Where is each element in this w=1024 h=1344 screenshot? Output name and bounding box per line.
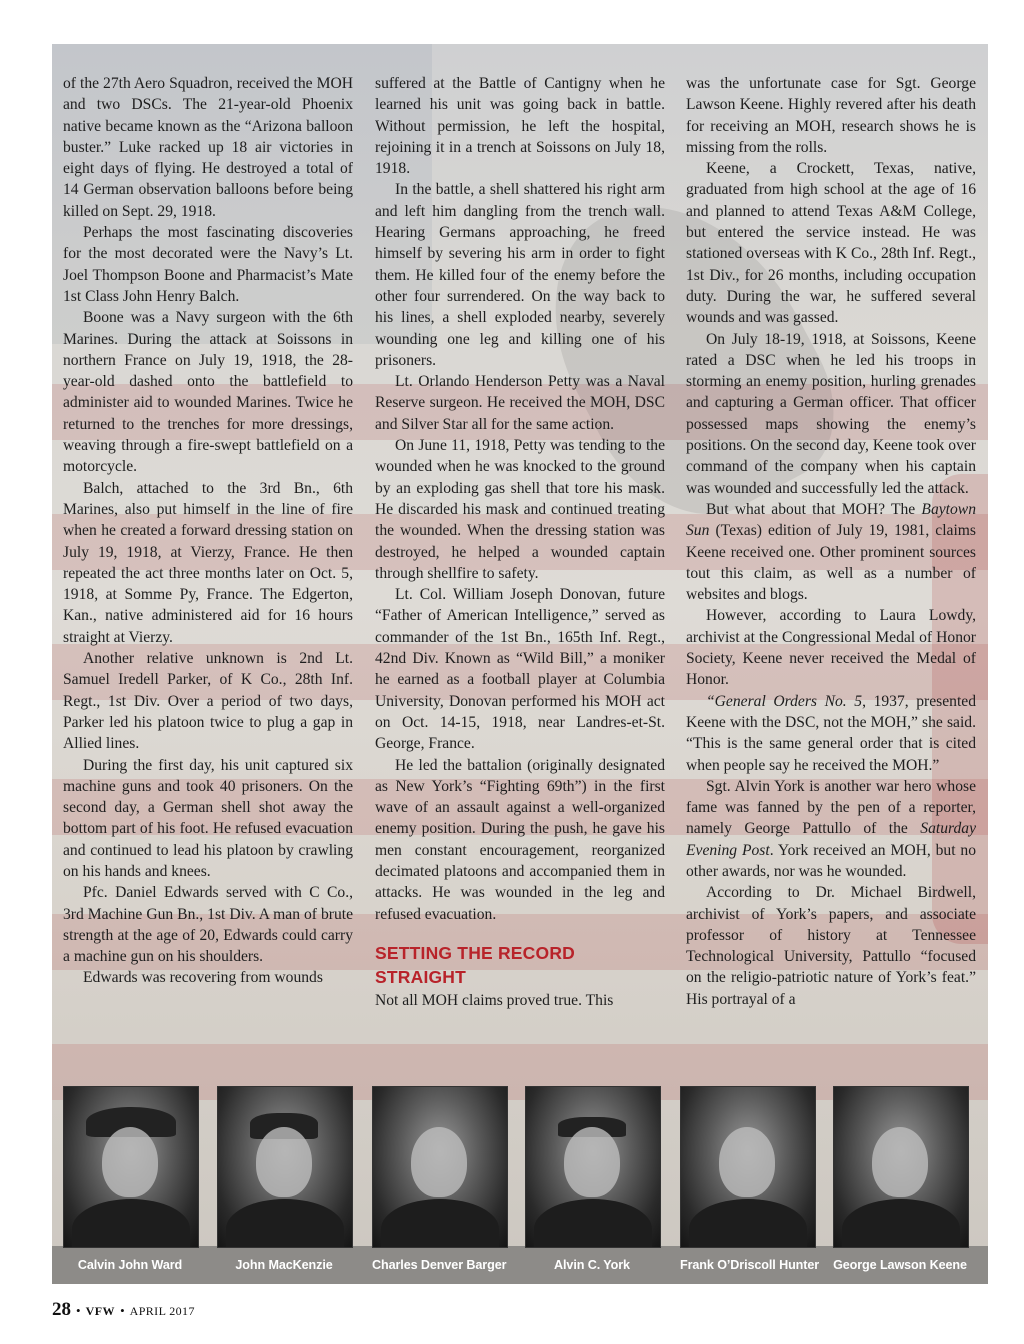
portrait-caption: John MacKenzie: [235, 1258, 333, 1272]
paragraph: [686, 691, 976, 776]
paragraph: On June 11, 1918, Petty was tending to the wounded when he was knocked to the ground by an exploding gas shell that tore his mask. He discarded his mask and continued treating the wounded. When the dressing station was destroyed, he helped a wounded captain through shellfire to safety.: [375, 437, 665, 582]
portrait-caption: Alvin C. York: [554, 1258, 630, 1272]
paragraph: was the unfortunate case for Sgt. George Lawson Keene. Highly revered after his death for receiving an MOH, research shows he is missing from the rolls.: [686, 75, 976, 156]
paragraph: Another relative unknown is 2nd Lt. Samuel Iredell Parker, of K Co., 28th Inf. Regt., 1st Div. Over a period of two days, Parker led his platoon twice to plug a gap in Allied lines.: [63, 650, 353, 753]
portrait-caption: Calvin John Ward: [77, 1258, 183, 1272]
paragraph: Pfc. Daniel Edwards served with C Co., 3rd Machine Gun Bn., 1st Div. A man of brute strength at the age of 20, Edwards could carry a machine gun on his shoulders.: [63, 884, 353, 966]
portrait: [63, 1086, 197, 1272]
paragraph: Not all MOH claims proved true. This: [375, 991, 614, 1009]
text-run: , 1937, presented Keene with the DSC, not the MOH,” she said. “This is the same general order that is cited when people say he received the MOH.”: [686, 692, 976, 774]
portrait-photo: [63, 1086, 199, 1248]
text-run: Sgt. Alvin York is another war hero whose fame was fanned by the pen of a reporter, namely George Pattullo of the: [686, 777, 976, 838]
paragraph: He led the battalion (originally designated as New York’s “Fighting 69th”) in the first wave of an assault against a well-organized enemy position. During the push, he gave his men constant encouragement, reorganized decimated platoons and accompanied them in attacks. He was wounded in the leg and refused evacuation.: [375, 756, 665, 923]
magazine-name: VFW: [85, 1304, 116, 1318]
text-run: (Texas) edition of July 19, 1981, claims Keene received one. Other prominent sources tout this claim, as well as a number of websites and blogs.: [686, 522, 976, 604]
portrait: [525, 1086, 659, 1272]
portrait-photo: [833, 1086, 969, 1248]
paragraph: Balch, attached to the 3rd Bn., 6th Marines, also put himself in the line of fire when he created a forward dressing station on July 19, 1918, at Vierzy, France. He then repeated the act three months later on Oct. 5, 1918, at Somme Py, France. The Edgerton, Kan., native administered aid for 16 hours straight at Vierzy.: [63, 479, 353, 646]
portrait: [372, 1086, 506, 1272]
paragraph: of the 27th Aero Squadron, received the MOH and two DSCs. The 21-year-old Phoenix native became known as the “Arizona balloon buster.” Luke racked up 18 air victories in eight days of flying. He destroyed a total of 14 German observation balloons before being killed on Sept. 29, 1918.: [63, 75, 353, 220]
paragraph: Boone was a Navy surgeon with the 6th Marines. During the attack at Soissons in northern France on July 19, 1918, the 28-year-old dashed onto the battlefield to administer aid to wounded Marines. Twice he returned to the trenches for more dressings, weaving through a fire-swept battlefield on a motorcycle.: [63, 309, 353, 476]
portrait-photo: [372, 1086, 508, 1248]
text-run: But what about that MOH? The: [706, 500, 922, 518]
paragraph: Lt. Col. William Joseph Donovan, future “Father of American Intelligence,” served as commander of the 1st Bn., 165th Inf. Regt., 42nd Div. Known as “Wild Bill,” a moniker he earned as a football player at Columbia University, Donovan performed his MOH act on Oct. 14-15, 1918, near Landres-et-St. George, France.: [375, 586, 665, 753]
paragraph: Keene, a Crockett, Texas, native, graduated from high school at the age of 16 and planned to attend Texas A&M College, but entered the service instead. He was stationed overseas with K Co., 28th Inf. Regt., 1st Div., for 26 months, including occupation duty. During the war, he suffered several wounds and was gassed.: [686, 160, 976, 327]
paragraph: [686, 499, 976, 605]
document-title: “General Orders No. 5: [706, 692, 863, 710]
publication-title: Saturday Evening Post: [686, 820, 976, 859]
paragraph: Edwards was recovering from wounds: [83, 969, 323, 987]
paragraph: [686, 776, 976, 882]
portrait: [833, 1086, 967, 1272]
separator: •: [76, 1303, 81, 1318]
portrait: [217, 1086, 351, 1272]
issue-date: APRIL 2017: [129, 1304, 195, 1318]
portrait-strip: [63, 1086, 973, 1271]
text-column-1: [63, 73, 353, 1078]
publication-title: Baytown Sun: [686, 500, 976, 540]
portrait-caption: Frank O’Driscoll Hunter: [680, 1258, 820, 1272]
paragraph: Lt. Orlando Henderson Petty was a Naval Reserve surgeon. He received the MOH, DSC and Silver Star all for the same action.: [375, 373, 665, 433]
text-column-2: [375, 73, 665, 1078]
portrait: [680, 1086, 820, 1272]
section-heading: SETTING THE RECORD STRAIGHT: [375, 942, 575, 987]
text-column-3: [686, 73, 976, 1078]
paragraph: In the battle, a shell shattered his right arm and left him dangling from the trench wall. Hearing Germans approaching, he freed himself by severing his arm in order to fight them. He killed four of the enemy before the other four surrendered. On the way back to his lines, a shell exploded nearby, severely wounding one leg and killing one of his prisoners.: [375, 181, 665, 369]
portrait-caption: George Lawson Keene: [833, 1258, 967, 1272]
portrait-caption: Charles Denver Barger: [372, 1258, 507, 1272]
page-footer: [52, 1299, 195, 1323]
portrait-photo: [680, 1086, 816, 1248]
text-run: . York received an MOH, but no other awards, nor was he wounded.: [686, 841, 976, 880]
paragraph: suffered at the Battle of Cantigny when he learned his unit was going back in battle. Without permission, he left the hospital, rejoining it in a trench at Soissons on July 18, 1918.: [375, 75, 665, 178]
separator: •: [120, 1303, 125, 1318]
page-number: 28: [52, 1299, 71, 1320]
portrait-photo: [217, 1086, 353, 1248]
paragraph: On July 18-19, 1918, at Soissons, Keene rated a DSC when he led his troops in storming an enemy position, hurling grenades and capturing a German officer. That officer possessed maps showing the enemy’s positions. On the second day, Keene took over command of the company when his captain was wounded and successfully led the attack.: [686, 330, 976, 497]
paragraph: However, according to Laura Lowdy, archivist at the Congressional Medal of Honor Society, Keene never received the Medal of Honor.: [686, 607, 976, 689]
paragraph: During the first day, his unit captured six machine guns and took 40 prisoners. On the second day, a German shell shot away the bottom part of his foot. He refused evacuation and continued to lead his platoon by crawling on his hands and knees.: [63, 756, 353, 880]
portrait-photo: [525, 1086, 661, 1248]
paragraph: According to Dr. Michael Birdwell, archivist of York’s papers, and associate professor of history at Tennessee Technological University, Pattullo “focused on the religio-patriotic nature of York’s feat.” His portrayal of a: [686, 884, 976, 1008]
paragraph: Perhaps the most fascinating discoveries for the most decorated were the Navy’s Lt. Joel Thompson Boone and Pharmacist’s Mate 1st Class John Henry Balch.: [63, 224, 353, 305]
